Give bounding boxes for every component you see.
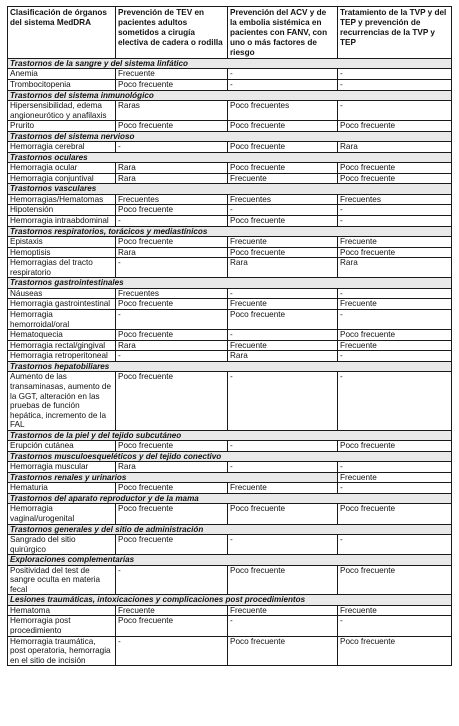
reaction-name-cell: Hemorragia post procedimiento (8, 616, 116, 636)
header-tvp-tep-treatment: Tratamiento de la TVP y del TEP y prevención de recurrencias de la TVP y TEP (338, 7, 452, 59)
frequency-cell: - (338, 462, 452, 473)
frequency-cell: - (116, 565, 228, 595)
table-row (8, 215, 452, 226)
frequency-cell: Frecuente (228, 236, 338, 247)
frequency-cell: - (228, 441, 338, 452)
section-row (8, 361, 452, 371)
table-row (8, 483, 452, 494)
frequency-cell: Poco frecuente (338, 121, 452, 132)
frequency-cell: Rara (228, 258, 338, 278)
frequency-cell: - (228, 330, 338, 341)
table-body (8, 59, 452, 666)
frequency-cell: Poco frecuente (338, 565, 452, 595)
frequency-cell: Poco frecuente (228, 247, 338, 258)
frequency-cell: - (338, 205, 452, 216)
reaction-name-cell: Sangrado del sitio quirúrgico (8, 535, 116, 555)
table-row (8, 372, 452, 431)
table-row (8, 258, 452, 278)
table-row (8, 299, 452, 310)
table-row (8, 69, 452, 80)
frequency-cell: - (338, 101, 452, 121)
section-heading: Lesiones traumáticas, intoxicaciones y complicaciones post procedimientos (8, 595, 452, 605)
reaction-name-cell: Epistaxis (8, 236, 116, 247)
table-row (8, 605, 452, 616)
frequency-cell: - (228, 69, 338, 80)
section-heading: Exploraciones complementarias (8, 555, 452, 565)
frequency-cell: - (116, 636, 228, 666)
frequency-cell: - (116, 309, 228, 329)
frequency-cell: - (338, 372, 452, 431)
frequency-cell: - (338, 535, 452, 555)
adverse-reactions-table (7, 6, 452, 666)
frequency-cell: Poco frecuente (116, 372, 228, 431)
frequency-cell: Frecuente (228, 483, 338, 494)
section-row (8, 152, 452, 162)
frequency-cell: Frecuente (116, 605, 228, 616)
table-row (8, 205, 452, 216)
table-row (8, 163, 452, 174)
frequency-cell: Poco frecuente (116, 535, 228, 555)
section-row (8, 278, 452, 288)
section-row (8, 226, 452, 236)
frequency-cell: Poco frecuente (116, 205, 228, 216)
table-row (8, 80, 452, 91)
frequency-cell: - (228, 80, 338, 91)
frequency-cell: - (338, 288, 452, 299)
frequency-cell: Frecuentes (116, 194, 228, 205)
frequency-cell: - (116, 351, 228, 362)
table-header-row (8, 7, 452, 59)
reaction-name-cell: Hemorragia conjuntival (8, 173, 116, 184)
frequency-cell: Frecuentes (338, 194, 452, 205)
frequency-cell: Poco frecuentes (228, 101, 338, 121)
frequency-cell: - (116, 258, 228, 278)
frequency-cell: Poco frecuente (228, 215, 338, 226)
frequency-cell: - (116, 142, 228, 153)
reaction-name-cell: Hemorragia hemorroidal/oral (8, 309, 116, 329)
frequency-cell: Frecuente (228, 605, 338, 616)
section-heading: Trastornos del aparato reproductor y de la mama (8, 494, 452, 504)
reaction-name-cell: Hemorragia muscular (8, 462, 116, 473)
reaction-name-cell: Hemorragia retroperitoneal (8, 351, 116, 362)
frequency-cell: - (116, 215, 228, 226)
frequency-cell: Poco frecuente (116, 616, 228, 636)
reaction-name-cell: Hemorragia rectal/gingival (8, 340, 116, 351)
reaction-name-cell: Hematuria (8, 483, 116, 494)
frequency-cell: Poco frecuente (116, 299, 228, 310)
frequency-cell: Poco frecuente (228, 636, 338, 666)
reaction-name-cell: Hemorragia vaginal/urogenital (8, 504, 116, 524)
frequency-cell: - (338, 351, 452, 362)
section-row (8, 90, 452, 100)
section-heading: Trastornos de la piel y del tejido subcutáneo (8, 430, 452, 440)
table-row (8, 121, 452, 132)
reaction-name-cell: Erupción cutánea (8, 441, 116, 452)
table-row (8, 288, 452, 299)
frequency-cell: Frecuente (338, 299, 452, 310)
section-row (8, 494, 452, 504)
table-row (8, 441, 452, 452)
reaction-name-cell: Anemia (8, 69, 116, 80)
frequency-cell: - (338, 616, 452, 636)
frequency-cell: Poco frecuente (116, 441, 228, 452)
reaction-name-cell: Hemorragias/Hematomas (8, 194, 116, 205)
section-heading: Trastornos gastrointestinales (8, 278, 452, 288)
section-row (8, 524, 452, 534)
reaction-name-cell: Positividad del test de sangre oculta en materia fecal (8, 565, 116, 595)
table-row (8, 142, 452, 153)
frequency-cell: - (228, 288, 338, 299)
section-heading: Trastornos de la sangre y del sistema linfático (8, 59, 452, 69)
reaction-name-cell: Náuseas (8, 288, 116, 299)
reaction-name-cell: Hemorragia intraabdominal (8, 215, 116, 226)
header-tev-prevention: Prevención de TEV en pacientes adultos sometidos a cirugía electiva de cadera o rodilla (116, 7, 228, 59)
table-row (8, 636, 452, 666)
frequency-cell: Poco frecuente (116, 236, 228, 247)
reaction-name-cell: Hematoma (8, 605, 116, 616)
adverse-reactions-document (7, 6, 451, 666)
frequency-cell: Poco frecuente (228, 565, 338, 595)
table-row (8, 462, 452, 473)
reaction-name-cell: Hemorragia ocular (8, 163, 116, 174)
frequency-cell: Poco frecuente (116, 483, 228, 494)
header-organ-class: Clasificación de órganos del sistema MedDRA (8, 7, 116, 59)
reaction-name-cell: Hipotensión (8, 205, 116, 216)
frequency-cell: Poco frecuente (228, 142, 338, 153)
frequency-cell: Poco frecuente (338, 173, 452, 184)
frequency-cell: - (338, 80, 452, 91)
frequency-cell: - (228, 535, 338, 555)
reaction-name-cell: Hemorragias del tracto respiratorio (8, 258, 116, 278)
table-row (8, 101, 452, 121)
table-row (8, 535, 452, 555)
table-row (8, 504, 452, 524)
frequency-cell: - (338, 309, 452, 329)
reaction-name-cell: Aumento de las transaminasas, aumento de la GGT, alteración en las pruebas de función hepática, incremento de la FAL (8, 372, 116, 431)
frequency-cell: Rara (116, 247, 228, 258)
section-row (8, 472, 452, 483)
frequency-cell: Poco frecuente (228, 163, 338, 174)
frequency-cell: Frecuentes (116, 288, 228, 299)
table-cell: Frecuente (338, 472, 452, 483)
frequency-cell: Frecuente (338, 236, 452, 247)
frequency-cell: Poco frecuente (338, 163, 452, 174)
section-heading: Trastornos hepatobiliares (8, 361, 452, 371)
frequency-cell: Poco frecuente (116, 504, 228, 524)
section-heading: Trastornos musculoesqueléticos y del tejido conectivo (8, 451, 452, 461)
frequency-cell: Rara (116, 173, 228, 184)
section-heading: Trastornos respiratorios, torácicos y mediastínicos (8, 226, 452, 236)
table-row (8, 194, 452, 205)
section-row (8, 59, 452, 69)
section-heading: Trastornos oculares (8, 152, 452, 162)
frequency-cell: - (228, 205, 338, 216)
reaction-name-cell: Hipersensibilidad, edema angioneurótico y anafilaxis (8, 101, 116, 121)
frequency-cell: Rara (228, 351, 338, 362)
frequency-cell: Rara (116, 340, 228, 351)
reaction-name-cell: Hematoquecia (8, 330, 116, 341)
frequency-cell: Frecuente (228, 340, 338, 351)
frequency-cell: Frecuente (116, 69, 228, 80)
frequency-cell: Poco frecuente (228, 121, 338, 132)
reaction-name-cell: Hemoptisis (8, 247, 116, 258)
frequency-cell: Frecuente (228, 299, 338, 310)
frequency-cell: Frecuente (338, 340, 452, 351)
frequency-cell: Poco frecuente (338, 330, 452, 341)
frequency-cell: Frecuente (338, 605, 452, 616)
section-row (8, 184, 452, 194)
table-row (8, 616, 452, 636)
section-heading: Trastornos del sistema nervioso (8, 131, 452, 141)
table-row (8, 351, 452, 362)
section-row (8, 131, 452, 141)
reaction-name-cell: Prurito (8, 121, 116, 132)
frequency-cell: Frecuente (228, 173, 338, 184)
frequency-cell: Rara (116, 462, 228, 473)
frequency-cell: - (228, 616, 338, 636)
frequency-cell: Poco frecuente (116, 121, 228, 132)
frequency-cell: Poco frecuente (338, 441, 452, 452)
frequency-cell: - (338, 69, 452, 80)
section-row (8, 595, 452, 605)
frequency-cell: Poco frecuente (116, 80, 228, 91)
frequency-cell: Frecuentes (228, 194, 338, 205)
frequency-cell: Poco frecuente (228, 309, 338, 329)
table-row (8, 247, 452, 258)
frequency-cell: Poco frecuente (228, 504, 338, 524)
table-row (8, 565, 452, 595)
section-heading: Trastornos vasculares (8, 184, 452, 194)
section-heading: Trastornos generales y del sitio de administración (8, 524, 452, 534)
frequency-cell: - (228, 462, 338, 473)
section-row (8, 555, 452, 565)
reaction-name-cell: Hemorragia traumática, post operatoria, hemorragia en el sitio de incisión (8, 636, 116, 666)
frequency-cell: Poco frecuente (338, 247, 452, 258)
frequency-cell: - (338, 483, 452, 494)
table-row (8, 340, 452, 351)
frequency-cell: Poco frecuente (338, 636, 452, 666)
table-row (8, 330, 452, 341)
section-row (8, 430, 452, 440)
table-row (8, 173, 452, 184)
frequency-cell: Rara (116, 163, 228, 174)
table-row (8, 309, 452, 329)
frequency-cell: - (228, 372, 338, 431)
frequency-cell: Rara (338, 258, 452, 278)
section-heading: Trastornos del sistema inmunológico (8, 90, 452, 100)
table-row (8, 236, 452, 247)
frequency-cell: Poco frecuente (338, 504, 452, 524)
reaction-name-cell: Trombocitopenia (8, 80, 116, 91)
frequency-cell: Raras (116, 101, 228, 121)
header-acv-prevention: Prevención del ACV y de la embolia sistémica en pacientes con FANV, con uno o más factores de riesgo (228, 7, 338, 59)
frequency-cell: Rara (338, 142, 452, 153)
section-row (8, 451, 452, 461)
reaction-name-cell: Hemorragia cerebral (8, 142, 116, 153)
reaction-name-cell: Hemorragia gastrointestinal (8, 299, 116, 310)
section-heading: Trastornos renales y urinarios (8, 472, 338, 483)
frequency-cell: Poco frecuente (116, 330, 228, 341)
frequency-cell: - (338, 215, 452, 226)
